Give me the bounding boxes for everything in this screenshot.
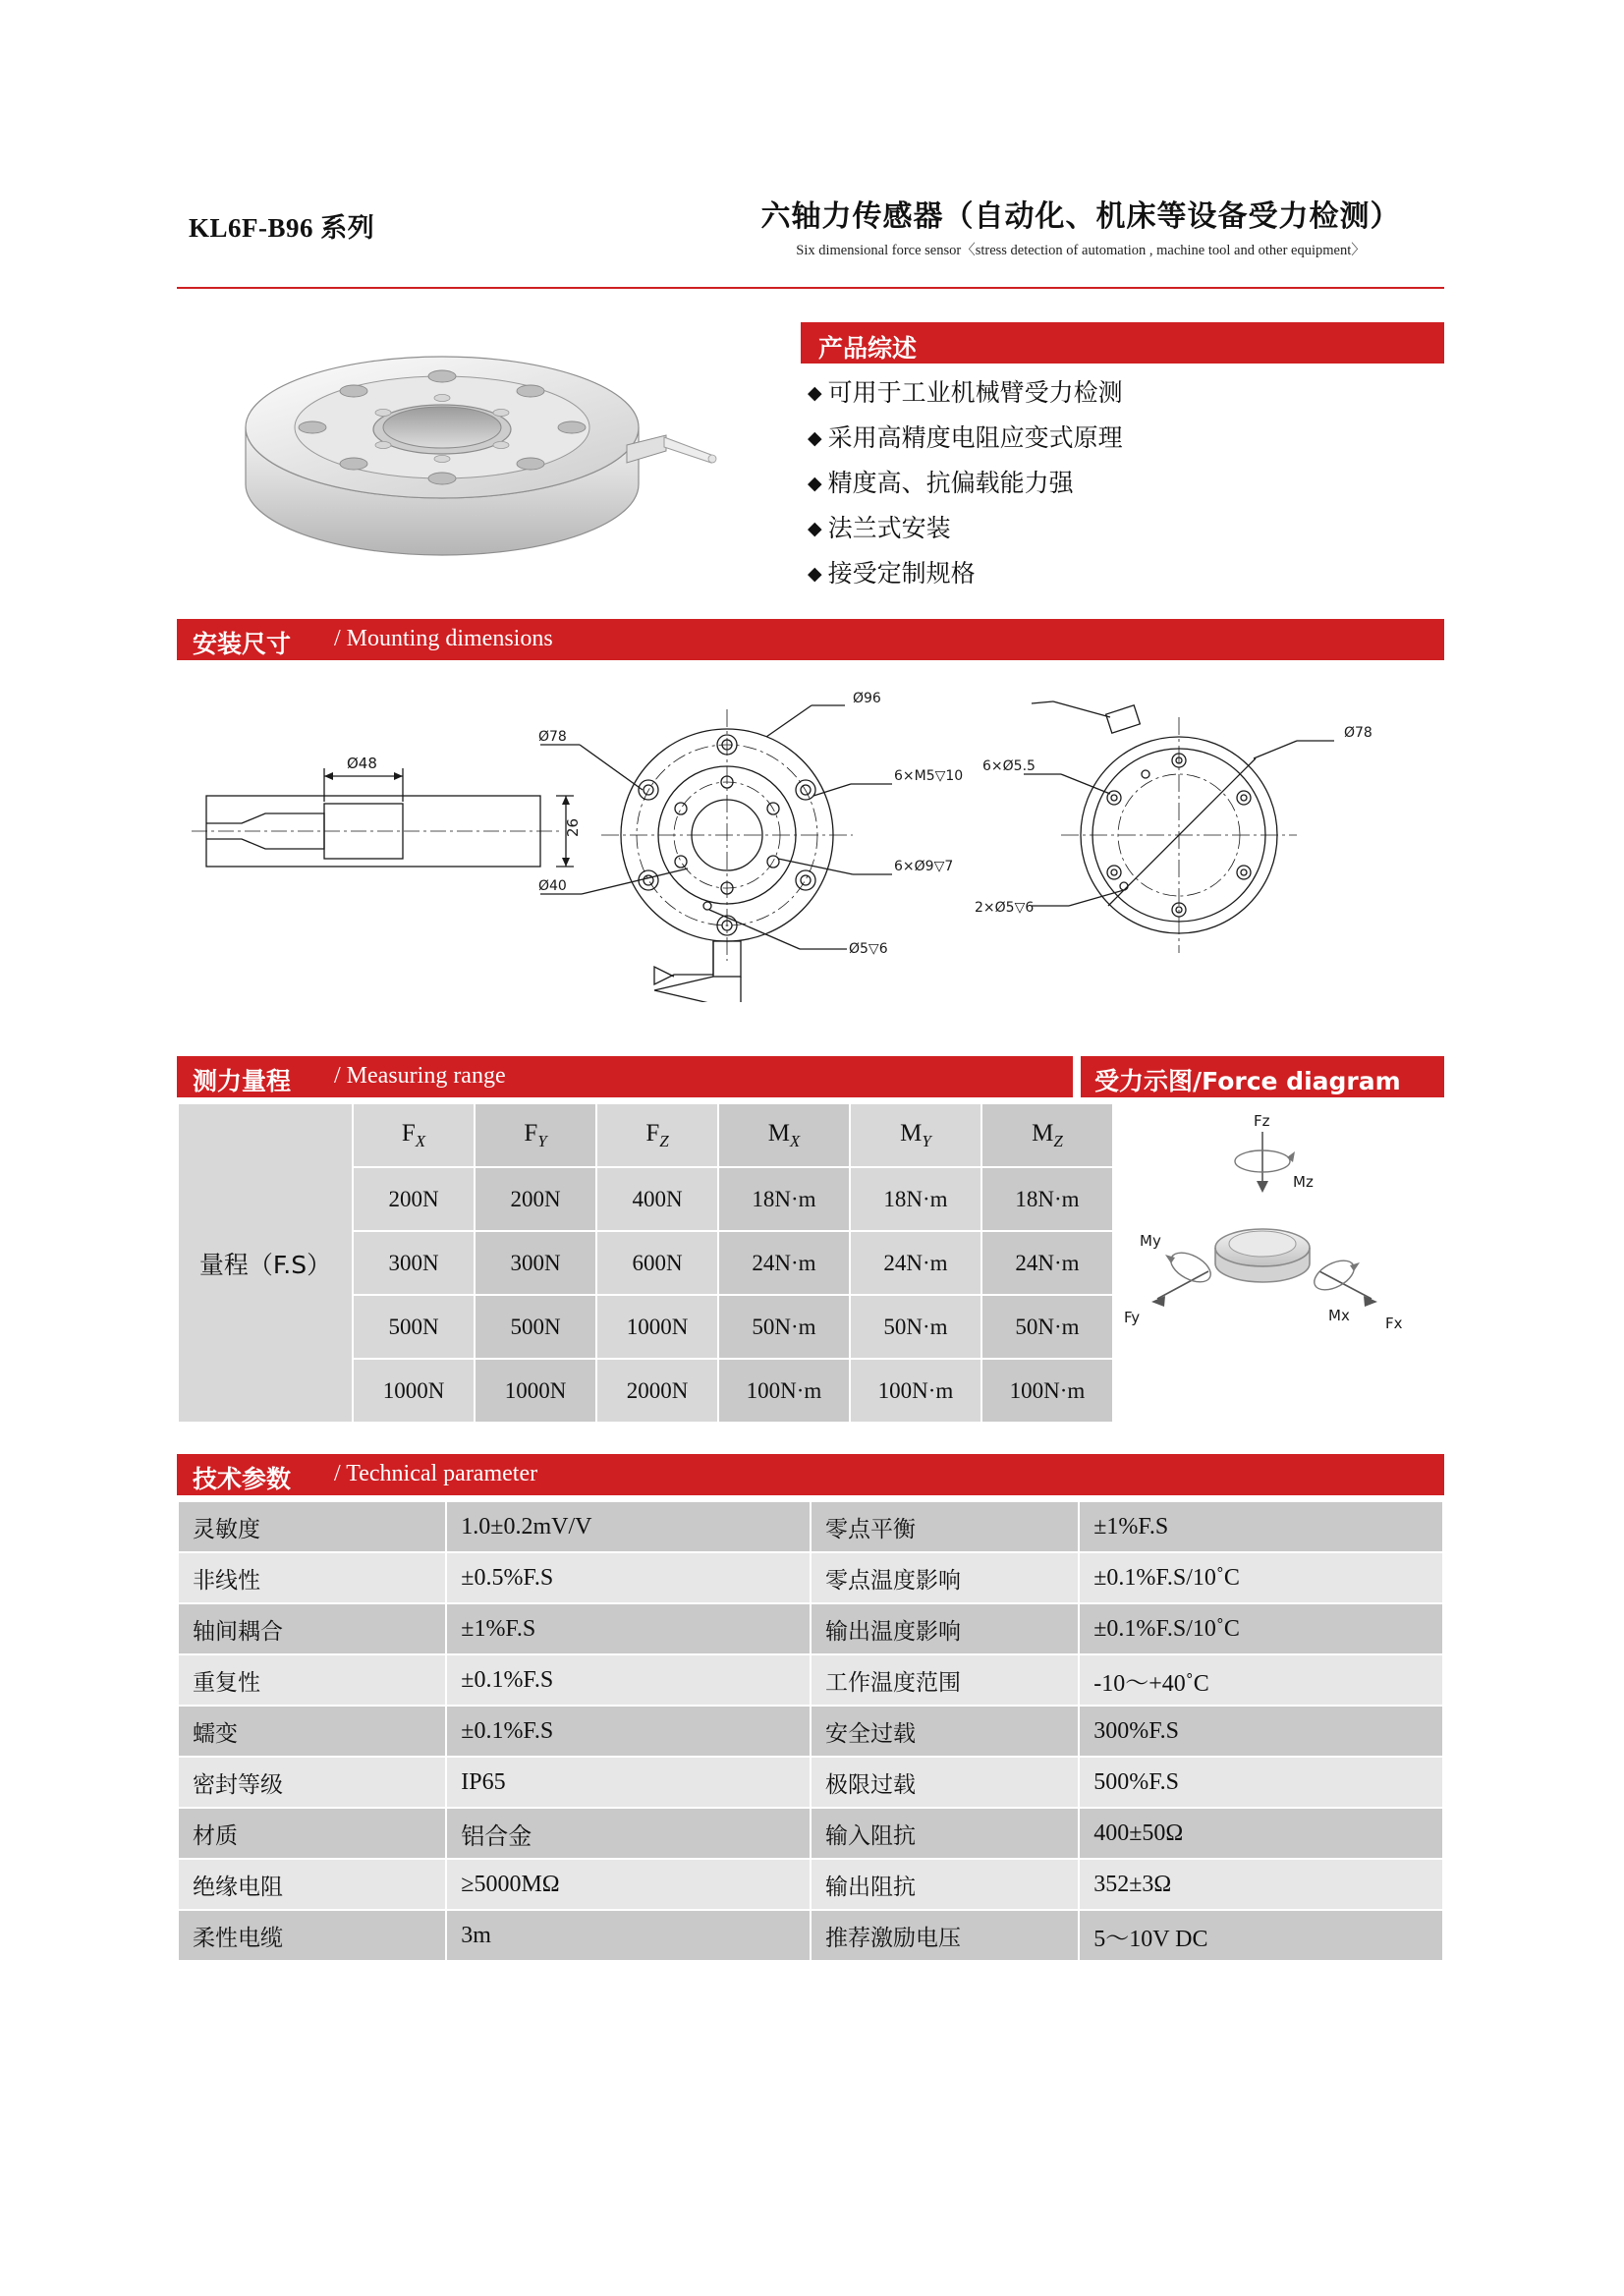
range-col-mx: $M_X$ (718, 1103, 850, 1167)
overview-item-label: 采用高精度电阻应变式原理 (827, 423, 1123, 452)
product-photo (206, 319, 756, 575)
table-row (178, 1603, 1443, 1654)
tech-value: ±0.5%F.S (446, 1552, 811, 1603)
force-label-mz: Mz (1293, 1173, 1314, 1191)
range-cell: 100N·m (981, 1359, 1113, 1423)
tech-key: 零点平衡 (811, 1501, 1079, 1552)
range-col-fx: $F_X$ (353, 1103, 475, 1167)
overview-item-label: 可用于工业机械臂受力检测 (827, 378, 1123, 407)
model-title: KL6F-B96 系列 (189, 213, 375, 243)
rear-view (1024, 701, 1334, 953)
diamond-icon: ◆ (808, 382, 822, 404)
table-row (178, 1706, 1443, 1757)
dim-label-d55: 6×Ø5.5 (982, 758, 1036, 774)
tech-value: -10〜+40˚C (1079, 1654, 1443, 1706)
force-label-fz: Fz (1254, 1112, 1270, 1130)
list-item (808, 507, 1436, 552)
tech-value: ≥5000MΩ (446, 1859, 811, 1910)
diamond-icon: ◆ (808, 427, 822, 449)
force-section-title: 受力示图/Force diagram (1094, 1067, 1401, 1095)
tech-key: 灵敏度 (178, 1501, 446, 1552)
side-view (192, 768, 574, 867)
tech-key: 蠕变 (178, 1706, 446, 1757)
page-header (177, 182, 1444, 290)
tech-value: ±0.1%F.S/10˚C (1079, 1552, 1443, 1603)
tech-value: ±1%F.S (446, 1603, 811, 1654)
tech-value: 1.0±0.2mV/V (446, 1501, 811, 1552)
range-cell: 500N (475, 1295, 596, 1359)
tech-key: 零点温度影响 (811, 1552, 1079, 1603)
range-cell: 18N·m (718, 1167, 850, 1231)
range-cell: 18N·m (981, 1167, 1113, 1231)
page-subtitle: Six dimensional force sensor〈stress detection of automation , machine tool and other equipment〉 (796, 243, 1366, 258)
tech-key: 推荐激励电压 (811, 1910, 1079, 1961)
list-item (808, 417, 1436, 462)
tech-value: ±0.1%F.S (446, 1654, 811, 1706)
overview-item-label: 法兰式安装 (827, 514, 951, 542)
tech-value: ±0.1%F.S (446, 1706, 811, 1757)
range-cell: 400N (596, 1167, 718, 1231)
tech-key: 极限过载 (811, 1757, 1079, 1808)
dim-label-d78: Ø78 (538, 729, 567, 745)
technical-section-bar (177, 1454, 1444, 1495)
table-row (178, 1859, 1443, 1910)
range-cell: 24N·m (718, 1231, 850, 1295)
range-cell: 300N (475, 1231, 596, 1295)
table-header-row (178, 1103, 1113, 1167)
range-row-label: 量程（F.S） (178, 1103, 353, 1423)
range-cell: 1000N (475, 1359, 596, 1423)
technical-section-title-en: / Technical parameter (334, 1461, 538, 1486)
tech-key: 非线性 (178, 1552, 446, 1603)
dim-label-d78-rear: Ø78 (1344, 725, 1372, 741)
tech-value: ±0.1%F.S/10˚C (1079, 1603, 1443, 1654)
overview-section-bar (801, 322, 1444, 364)
range-section-bar (177, 1056, 1073, 1097)
range-cell: 50N·m (718, 1295, 850, 1359)
force-label-fy: Fy (1124, 1309, 1141, 1326)
list-item (808, 462, 1436, 507)
overview-item-label: 接受定制规格 (827, 559, 976, 588)
range-cell: 100N·m (850, 1359, 981, 1423)
dim-label-d5-rear: 2×Ø5▽6 (975, 900, 1035, 916)
list-item (808, 552, 1436, 597)
range-cell: 500N (353, 1295, 475, 1359)
diamond-icon: ◆ (808, 563, 822, 585)
dim-label-d40: Ø40 (538, 878, 567, 894)
force-label-my: My (1140, 1232, 1161, 1250)
mounting-drawings (177, 678, 1444, 1002)
table-row (178, 1808, 1443, 1859)
range-col-mz: $M_Z$ (981, 1103, 1113, 1167)
range-cell: 18N·m (850, 1167, 981, 1231)
tech-value: 352±3Ω (1079, 1859, 1443, 1910)
tech-value: IP65 (446, 1757, 811, 1808)
range-section-title-en: / Measuring range (334, 1063, 506, 1089)
dim-label-d9: 6×Ø9▽7 (894, 859, 954, 874)
range-col-fz: $F_Z$ (596, 1103, 718, 1167)
range-cell: 24N·m (850, 1231, 981, 1295)
range-cell: 200N (353, 1167, 475, 1231)
tech-key: 输入阻抗 (811, 1808, 1079, 1859)
overview-item-label: 精度高、抗偏载能力强 (827, 469, 1074, 497)
range-cell: 24N·m (981, 1231, 1113, 1295)
tech-value: 5〜10V DC (1079, 1910, 1443, 1961)
force-label-fx: Fx (1385, 1315, 1403, 1332)
measuring-range-table (177, 1102, 1114, 1424)
range-cell: 50N·m (981, 1295, 1113, 1359)
range-col-my: $M_Y$ (850, 1103, 981, 1167)
range-cell: 600N (596, 1231, 718, 1295)
tech-key: 轴间耦合 (178, 1603, 446, 1654)
force-section-bar (1081, 1056, 1444, 1097)
tech-value: 铝合金 (446, 1808, 811, 1859)
diamond-icon: ◆ (808, 518, 822, 539)
tech-key: 工作温度范围 (811, 1654, 1079, 1706)
range-cell: 100N·m (718, 1359, 850, 1423)
technical-parameter-table (177, 1500, 1444, 1962)
header-divider (177, 287, 1444, 289)
range-cell: 2000N (596, 1359, 718, 1423)
tech-key: 输出阻抗 (811, 1859, 1079, 1910)
range-cell: 50N·m (850, 1295, 981, 1359)
range-cell: 1000N (596, 1295, 718, 1359)
range-cell: 1000N (353, 1359, 475, 1423)
table-row (178, 1552, 1443, 1603)
overview-title: 产品综述 (818, 334, 918, 363)
table-row (178, 1757, 1443, 1808)
force-diagram (1081, 1102, 1444, 1358)
range-col-fy: $F_Y$ (475, 1103, 596, 1167)
tech-value: 500%F.S (1079, 1757, 1443, 1808)
tech-key: 柔性电缆 (178, 1910, 446, 1961)
front-view (540, 705, 892, 1002)
table-row (178, 1654, 1443, 1706)
dim-label-h26: 26 (564, 817, 582, 837)
tech-value: 3m (446, 1910, 811, 1961)
tech-key: 绝缘电阻 (178, 1859, 446, 1910)
tech-key: 安全过载 (811, 1706, 1079, 1757)
page-title: 六轴力传感器（自动化、机床等设备受力检测） (760, 199, 1401, 234)
mounting-section-title-cn: 安装尺寸 (193, 630, 292, 658)
force-label-mx: Mx (1328, 1307, 1350, 1324)
tech-key: 材质 (178, 1808, 446, 1859)
tech-value: ±1%F.S (1079, 1501, 1443, 1552)
tech-value: 400±50Ω (1079, 1808, 1443, 1859)
overview-list (808, 371, 1436, 597)
dim-label-d96: Ø96 (853, 691, 881, 706)
mounting-section-bar (177, 619, 1444, 660)
dim-label-d48: Ø48 (347, 755, 377, 772)
list-item (808, 371, 1436, 417)
tech-value: 300%F.S (1079, 1706, 1443, 1757)
range-cell: 300N (353, 1231, 475, 1295)
table-row (178, 1910, 1443, 1961)
range-section-title-cn: 测力量程 (193, 1067, 292, 1095)
tech-key: 输出温度影响 (811, 1603, 1079, 1654)
table-row (178, 1501, 1443, 1552)
range-cell: 200N (475, 1167, 596, 1231)
tech-key: 密封等级 (178, 1757, 446, 1808)
technical-section-title-cn: 技术参数 (193, 1465, 292, 1493)
mounting-section-title-en: / Mounting dimensions (334, 626, 553, 651)
dim-label-m5: 6×M5▽10 (894, 768, 964, 784)
tech-key: 重复性 (178, 1654, 446, 1706)
diamond-icon: ◆ (808, 473, 822, 494)
dim-label-d5-front: Ø5▽6 (849, 941, 888, 957)
